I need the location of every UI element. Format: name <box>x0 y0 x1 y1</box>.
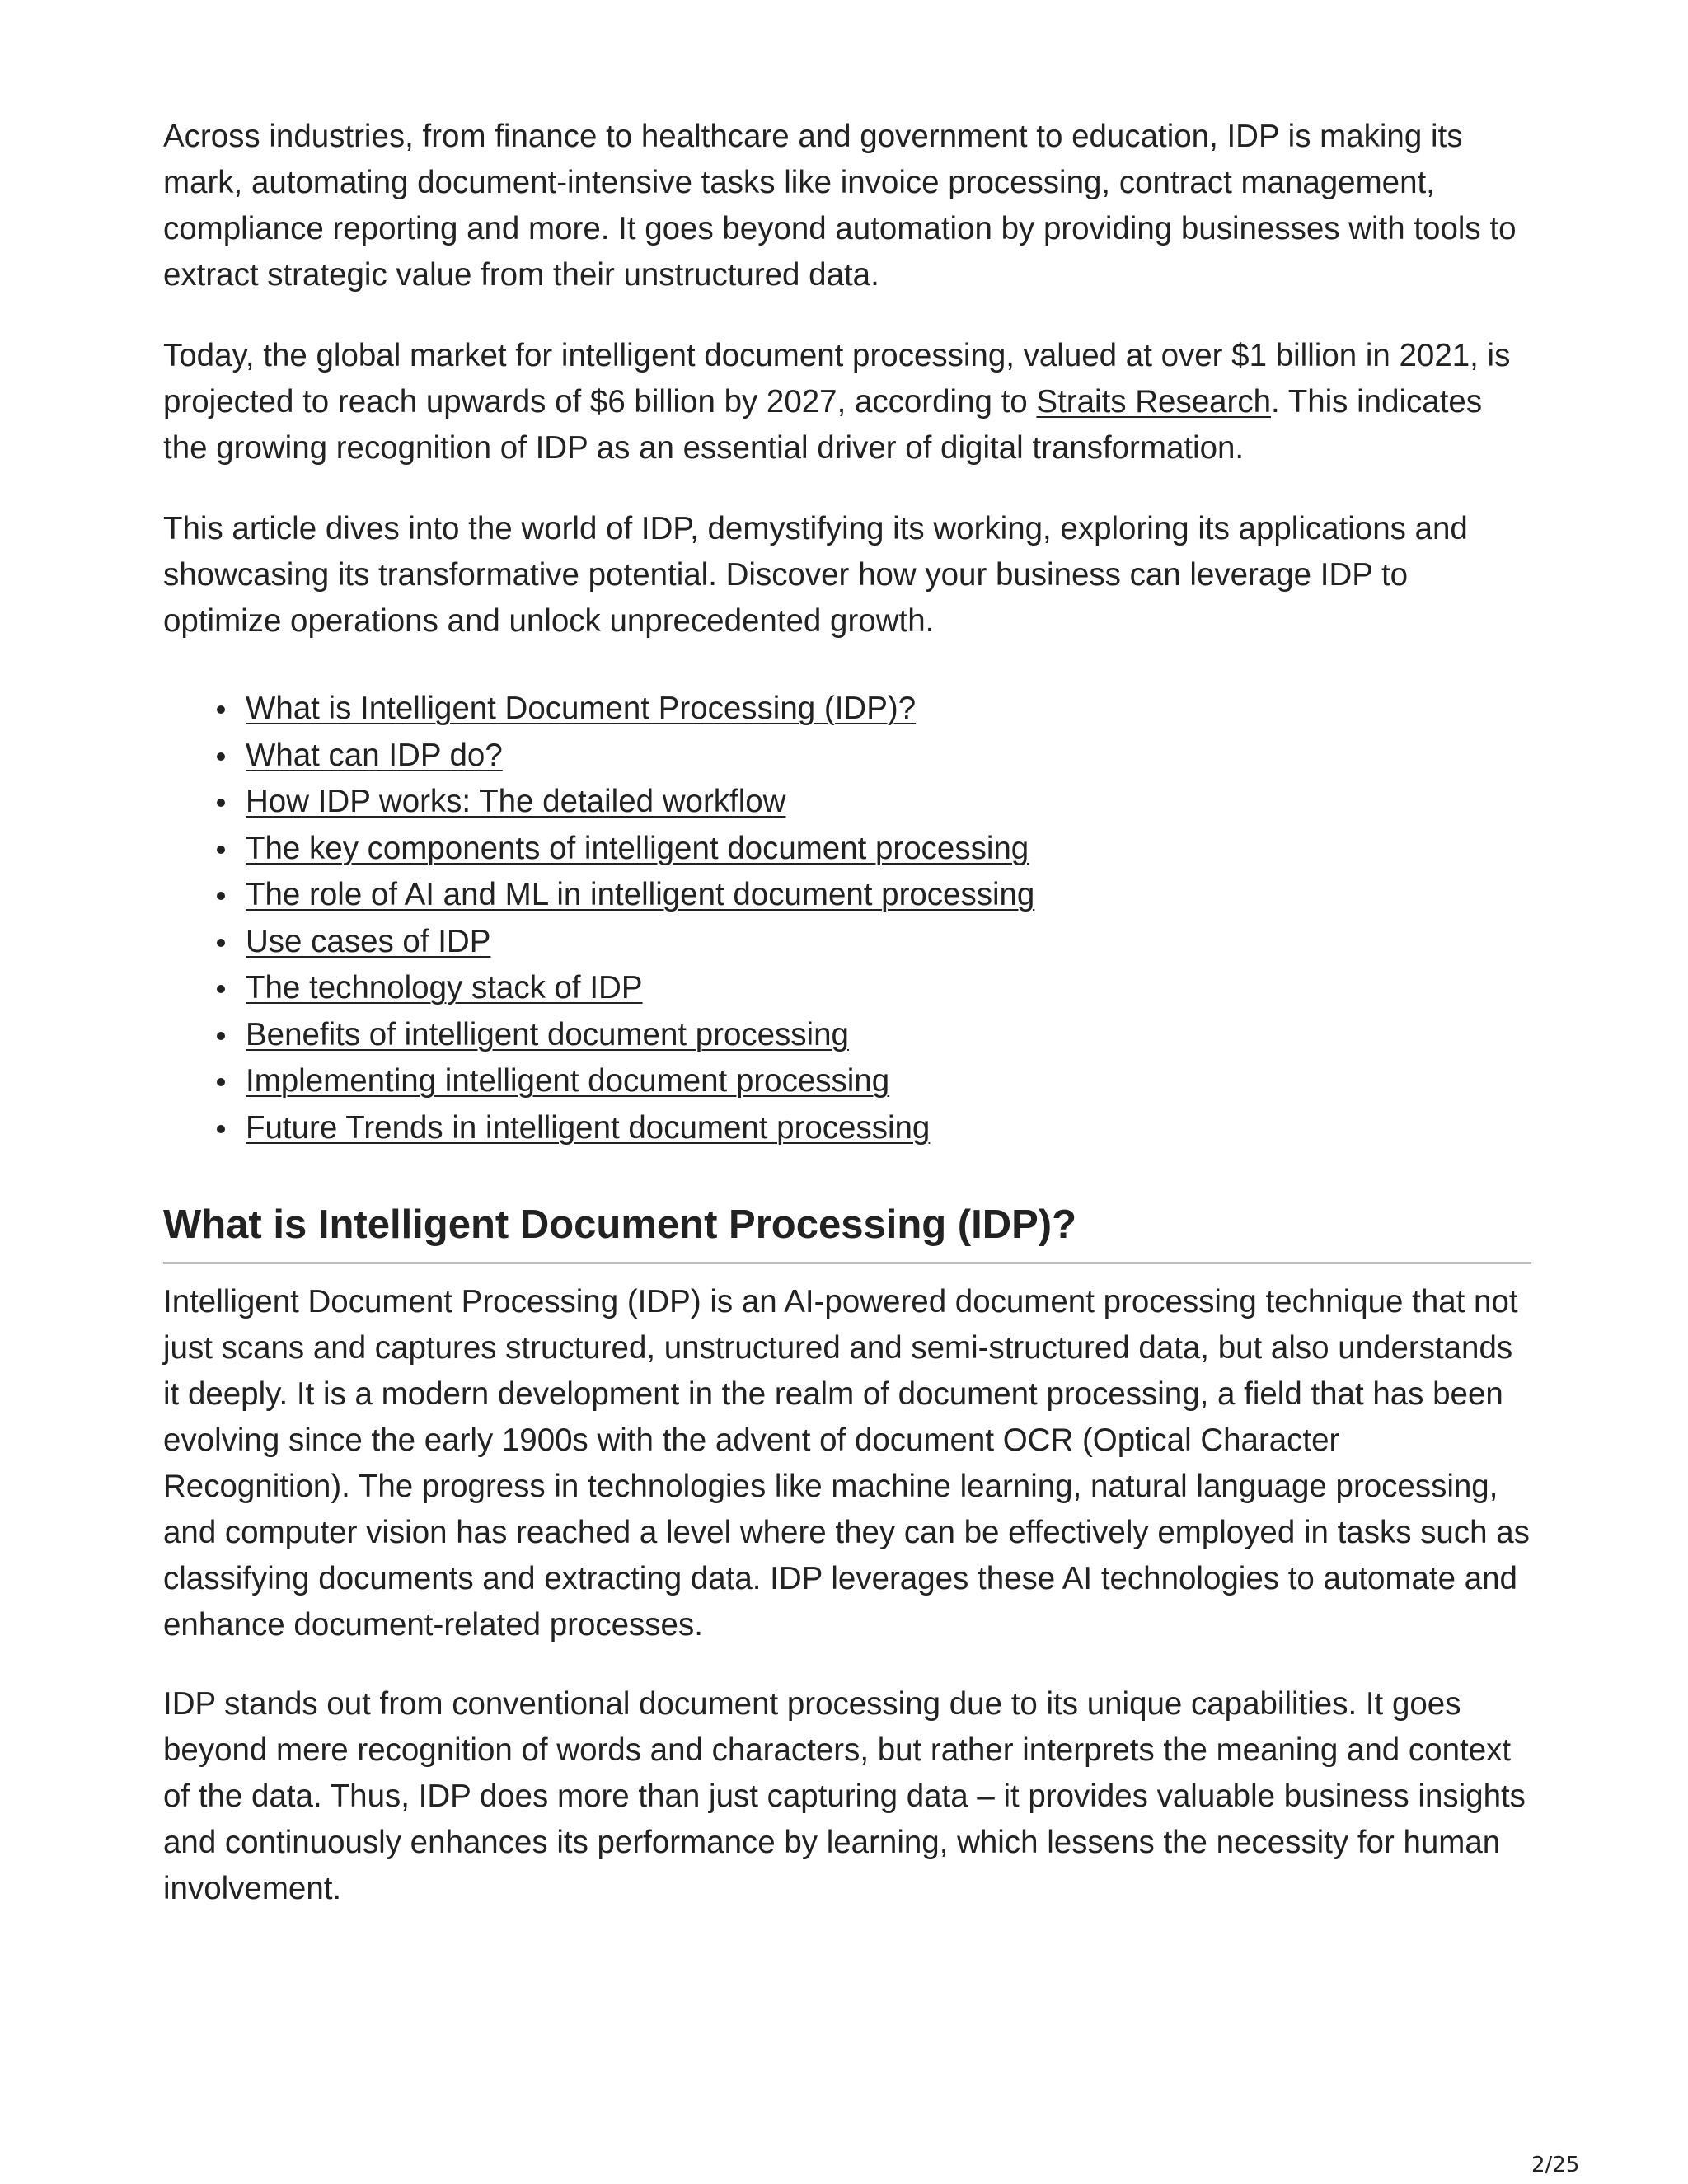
toc-link-technology-stack[interactable]: The technology stack of IDP <box>246 970 643 1005</box>
page-number: 2/25 <box>1531 2153 1580 2177</box>
toc-item <box>163 733 1531 780</box>
toc-item <box>163 1012 1531 1059</box>
toc-item <box>163 965 1531 1012</box>
intro-paragraph-1: Across industries, from finance to healthcare and government to education, IDP is making its mark, automating document-intensive tasks like invoice processing, contract management, compliance reporting and more. It goes beyond automation by providing businesses with tools to extract strategic value from their unstructured data. <box>163 119 1517 293</box>
bullet-icon <box>217 1032 225 1040</box>
section-body <box>163 1279 1531 1912</box>
table-of-contents <box>163 686 1531 1151</box>
toc-link-what-can-idp-do[interactable]: What can IDP do? <box>246 737 503 773</box>
toc-link-benefits[interactable]: Benefits of intelligent document processing <box>246 1016 849 1052</box>
bullet-icon <box>217 985 225 993</box>
section-paragraph-2: IDP stands out from conventional document processing due to its unique capabilities. It goes beyond mere recognition of words and characters, but rather interprets the meaning and context of the data. Thus, IDP does more than just capturing data – it provides valuable business insights and continuously enhances its performance by learning, which lessens the necessity for human involvement. <box>163 1686 1526 1906</box>
toc-item <box>163 872 1531 919</box>
toc-item <box>163 826 1531 873</box>
intro-paragraph-3: This article dives into the world of IDP, demystifying its working, exploring its applications and showcasing its transformative potential. Discover how your business can leverage IDP to optimize operations and unlock unprecedented growth. <box>163 511 1468 639</box>
toc-item <box>163 1105 1531 1152</box>
bullet-icon <box>217 752 225 761</box>
bullet-icon <box>217 892 225 900</box>
toc-item <box>163 779 1531 826</box>
bullet-icon <box>217 846 225 854</box>
toc-link-how-idp-works[interactable]: How IDP works: The detailed workflow <box>246 784 786 819</box>
intro-paragraph-2 <box>163 333 1531 471</box>
toc-item <box>163 1058 1531 1105</box>
bullet-icon <box>217 799 225 807</box>
toc-link-future-trends[interactable]: Future Trends in intelligent document processing <box>246 1109 931 1146</box>
toc-link-role-of-ai-ml[interactable]: The role of AI and ML in intelligent document processing <box>246 877 1035 912</box>
bullet-icon <box>217 705 225 714</box>
intro-paragraph-2-text-end: . This indicates the growing recognition of IDP as an essential driver of digital transformation. <box>163 384 1483 466</box>
toc-item <box>163 919 1531 966</box>
article-content <box>163 114 1531 1947</box>
bullet-icon <box>217 939 225 947</box>
toc-link-key-components[interactable]: The key components of intelligent document processing <box>246 830 1029 866</box>
intro-paragraph-2-text-start: Today, the global market for intelligent document processing, valued at over $1 billion in 2021, is projected to reach upwards of $6 billion by 2027, according to <box>163 338 1511 419</box>
toc-link-what-is-idp[interactable]: What is Intelligent Document Processing (IDP)? <box>246 691 917 726</box>
toc-item <box>163 686 1531 733</box>
bullet-icon <box>217 1125 225 1133</box>
straits-research-link[interactable]: Straits Research <box>1036 384 1271 419</box>
section-heading: What is Intelligent Document Processing (IDP)? <box>163 1199 1531 1264</box>
section-paragraph-1: Intelligent Document Processing (IDP) is an AI-powered document processing technique that not just scans and captures structured, unstructured and semi-structured data, but also understands it deeply. It is a modern development in the realm of document processing, a field that has been evolving since the early 1900s with the advent of document OCR (Optical Character Recognition). The progress in technologies like machine learning, natural language processing, and computer vision has reached a level where they can be effectively employed in tasks such as classifying documents and extracting data. IDP leverages these AI technologies to automate and enhance document-related processes. <box>163 1284 1530 1643</box>
toc-link-use-cases[interactable]: Use cases of IDP <box>246 923 491 959</box>
toc-link-implementing[interactable]: Implementing intelligent document processing <box>246 1063 890 1099</box>
bullet-icon <box>217 1078 225 1086</box>
